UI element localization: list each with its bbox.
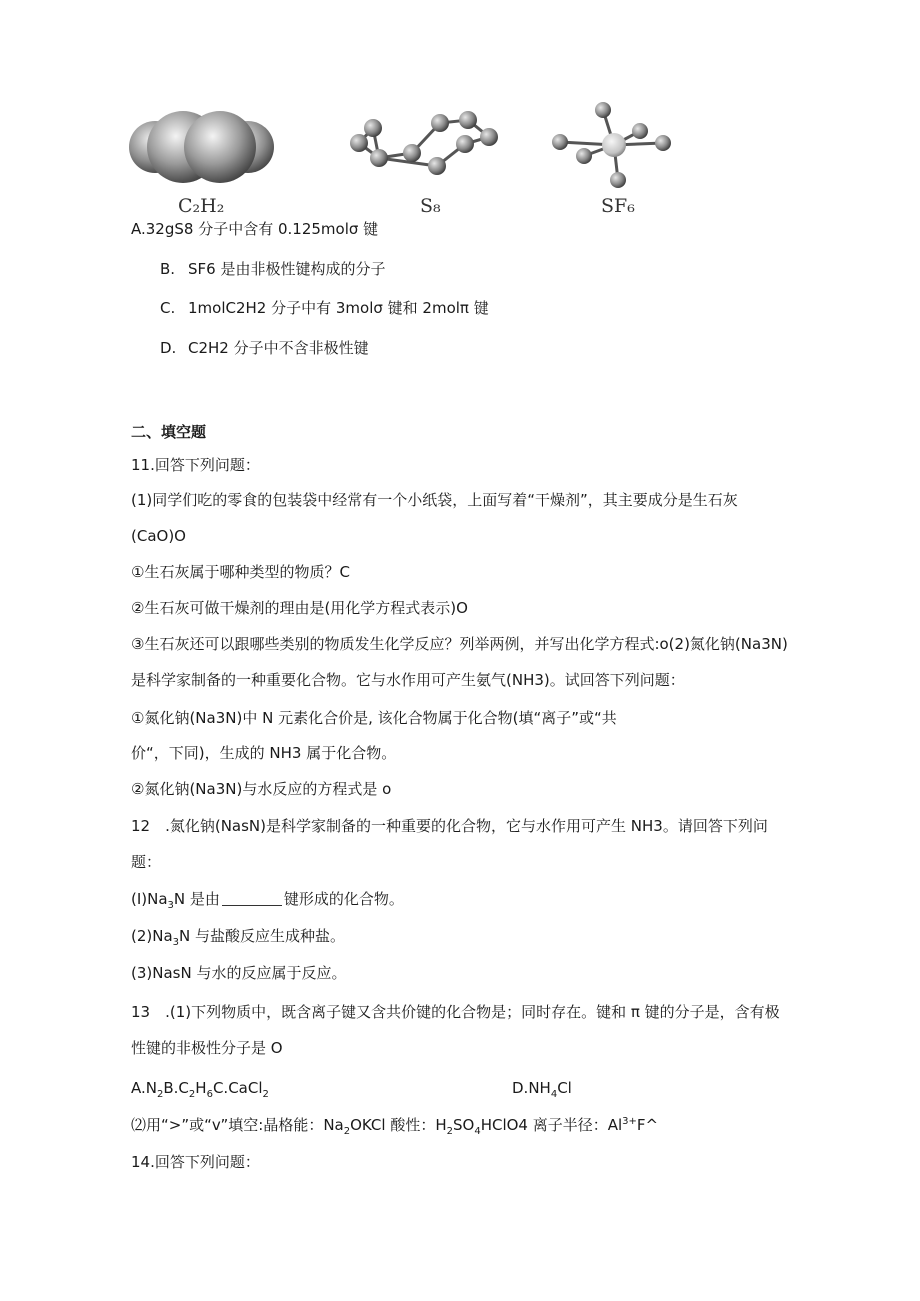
option-d: [160, 338, 369, 358]
c2h2-label: C₂H₂: [178, 195, 225, 217]
sf6-atoms: [552, 102, 671, 188]
molecule-figure: [0, 0, 920, 230]
option-d-letter: D.: [160, 339, 177, 357]
q13-p2-mid2: SO: [453, 1116, 475, 1134]
q12-line2: 题：: [131, 853, 162, 871]
q13-opt-b: B.C: [163, 1079, 189, 1097]
molecule-models: [0, 0, 920, 230]
q12-s3: (3)NasN 与水的反应属于反应。: [131, 964, 347, 982]
q12-s1-mid: N 是由: [173, 890, 220, 908]
option-b-letter: B.: [160, 260, 176, 278]
q11-p2-q1-line1: ①氮化钠(Na3N)中 N 元素化合价是, 该化合物属于化合物(填“离子”或“共: [131, 709, 617, 727]
q12-s2: [131, 926, 345, 946]
q11-p2-q2: ②氮化钠(Na3N)与水反应的方程式是 o: [131, 780, 392, 798]
q13-opt-d-sub: 4: [550, 1089, 558, 1100]
q12-s1-pre: (I)Na: [131, 890, 168, 908]
sf6-label: SF₆: [601, 195, 635, 217]
q13-p2-post: F^: [636, 1116, 659, 1134]
q13-opt-d-post: Cl: [557, 1079, 572, 1097]
c2h2-model: [129, 111, 274, 183]
q12-s2-post: N 与盐酸反应生成种盐。: [179, 927, 346, 945]
q13-option-d: [512, 1078, 572, 1098]
q13-options-abc: [131, 1078, 269, 1098]
q14-title: 14.回答下列问题：: [131, 1153, 260, 1171]
q13-p2-mid1: OKCl 酸性：H: [350, 1116, 447, 1134]
q13-part2: [131, 1115, 658, 1135]
q12-s1-sub: 3: [167, 900, 174, 911]
q13-opt-c-sub: 2: [262, 1089, 269, 1100]
q12-line1: 12 .氮化钠(NasN)是科学家制备的一种重要的化合物，它与水作用可产生 NH3。请回答下列问: [131, 817, 768, 835]
q11-p1-line1: (1)同学们吃的零食的包装袋中经常有一个小纸袋，上面写着“干燥剂”，其主要成分是生石灰: [131, 491, 738, 509]
option-b-text: SF6 是由非极性键构成的分子: [188, 260, 386, 278]
q13-opt-c: C.CaCl: [212, 1079, 263, 1097]
q13-opt-a: A.N: [131, 1079, 157, 1097]
q13-line2: 性键的非极性分子是 O: [131, 1039, 283, 1057]
section-title: 二、填空题: [131, 423, 207, 441]
q13-line1: 13 .(1)下列物质中，既含离子键又含共价键的化合物是；同时存在。键和 π 键的分子是，含有极: [131, 1003, 780, 1021]
q13-p2-pre: ⑵用“>”或“v”填空:晶格能：Na: [131, 1116, 344, 1134]
s8-label: S₈: [420, 195, 441, 217]
option-c: [160, 298, 489, 318]
q12-s2-sub: 3: [172, 937, 180, 948]
option-d-text: C2H2 分子中不含非极性键: [188, 339, 369, 357]
option-c-letter: C.: [160, 299, 176, 317]
q13-opt-b-sub2: 6: [206, 1089, 213, 1100]
option-c-text: 1molC2H2 分子中有 3molσ 键和 2molπ 键: [188, 299, 489, 317]
q11-q1: ①生石灰属于哪种类型的物质？C: [131, 563, 350, 581]
q12-s2-pre: (2)Na: [131, 927, 173, 945]
q13-p2-sub2: 2: [446, 1126, 453, 1137]
q13-opt-b-h: H: [195, 1079, 207, 1097]
q11-p2-q1-line2: 价“，下同)，生成的 NH3 属于化合物。: [131, 744, 397, 762]
q12-s1: [131, 889, 404, 909]
q13-opt-a-sub: 2: [157, 1089, 164, 1100]
q13-p2-sub1: 2: [343, 1126, 351, 1137]
q13-p2-mid3: HClO4 离子半径：Al: [480, 1116, 623, 1134]
option-a: A.32gS8 分子中含有 0.125molσ 键: [131, 220, 379, 238]
q11-q3: ③生石灰还可以跟哪些类别的物质发生化学反应？列举两例，并写出化学方程式:o(2)氮化钠(Na3N): [131, 635, 788, 653]
q13-p2-sup: 3+: [622, 1116, 637, 1127]
q13-opt-b-sub1: 2: [188, 1089, 196, 1100]
option-b: [160, 259, 385, 279]
answer-blank: [222, 891, 282, 906]
q11-q2: ②生石灰可做干燥剂的理由是(用化学方程式表示)O: [131, 599, 468, 617]
q13-opt-d: D.NH: [512, 1079, 551, 1097]
q11-p1-line2: (CaO)O: [131, 527, 186, 545]
q11-p2-line1: 是科学家制备的一种重要化合物。它与水作用可产生氨气(NH3)。试回答下列问题：: [131, 671, 685, 689]
q13-p2-sub3: 4: [474, 1126, 481, 1137]
q12-s1-post: 键形成的化合物。: [283, 890, 404, 908]
q11-title: 11.回答下列问题：: [131, 456, 260, 474]
